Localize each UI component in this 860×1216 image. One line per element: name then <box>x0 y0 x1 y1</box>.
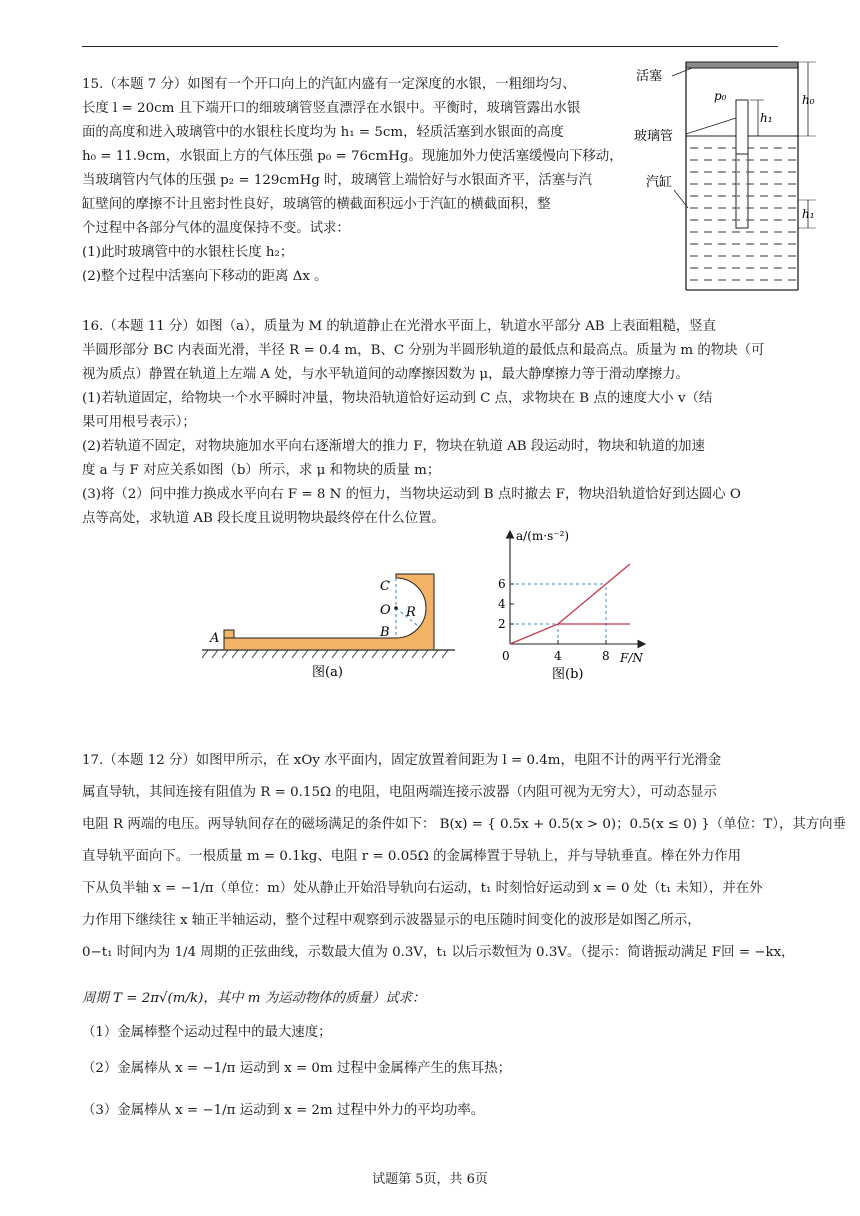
q17-line: 17.（本题 12 分）如图甲所示，在 xOy 水平面内，固定放置着间距为 l = 0.4m，电阻不计的两平行光滑金 <box>82 753 722 768</box>
y-tick-label: 4 <box>498 597 506 611</box>
q15-line: h₀ = 11.9cm，水银面上方的气体压强 p₀ = 76cmHg。现施加外力使活塞缓慢向下移动， <box>82 149 623 164</box>
label-O: O <box>380 603 391 618</box>
q15-cylinder-figure <box>632 58 822 294</box>
page-footer: 试题第 5页，共 6页 <box>372 1172 488 1187</box>
q16-subquestion-1: (1)若轨道固定，给物块一个水平瞬时冲量，物块沿轨道恰好运动到 C 点，求物块在 B 点的速度大小 v（结 <box>82 391 713 406</box>
q16-line: 点等高处，求轨道 AB 段长度且说明物块最终停在什么位置。 <box>82 511 445 526</box>
x-tick-label: 4 <box>554 649 562 663</box>
header-rule <box>82 46 778 47</box>
x-tick-label: 0 <box>502 649 510 663</box>
label-cylinder: 汽缸 <box>646 175 673 190</box>
piston <box>686 62 798 68</box>
label-piston: 活塞 <box>636 69 663 84</box>
series-line-1 <box>510 564 630 644</box>
ground-hatch <box>202 650 448 658</box>
q15-subquestion-1: (1)此时玻璃管中的水银柱长度 h₂； <box>82 245 294 260</box>
q17-line: 下从负半轴 x = −1/π（单位：m）处从静止开始沿导轨向右运动，t₁ 时刻恰好运动到 x = 0 处（t₁ 未知），并在外 <box>82 881 763 896</box>
q15-subquestion-2: (2)整个过程中活塞向下移动的距离 Δx 。 <box>82 269 328 284</box>
q16-line: 16.（本题 11 分）如图（a），质量为 M 的轨道静止在光滑水平面上，轨道水平部分 AB 上表面粗糙，竖直 <box>82 319 717 334</box>
label-C: C <box>380 579 390 594</box>
q17-line: 0−t₁ 时间内为 1/4 周期的正弦曲线，示数最大值为 0.3V，t₁ 以后示数恒为 0.3V。（提示：简谐振动满足 F回 = −kx， <box>82 945 795 960</box>
q17-line: 电阻 R 两端的电压。两导轨间存在的磁场满足的条件如下： B(x) = { 0.5x + 0.5(x > 0)；0.5(x ≤ 0) }（单位：T），其方向垂 <box>82 817 846 832</box>
tube-mercury <box>737 154 747 227</box>
q17-subquestion-2: （2）金属棒从 x = −1/π 运动到 x = 0m 过程中金属棒产生的焦耳热； <box>82 1061 511 1076</box>
q17-hint-line: 周期 T = 2π√(m/k)，其中 m 为运动物体的质量）试求： <box>82 991 426 1006</box>
label-B: B <box>380 625 390 640</box>
label-tube: 玻璃管 <box>634 129 674 144</box>
q16-line: 果可用根号表示）； <box>82 415 196 430</box>
label-h1-bottom: h₁ <box>802 207 815 221</box>
q17-subquestion-1: （1）金属棒整个运动过程中的最大速度； <box>82 1025 332 1040</box>
q16-line: 半圆形部分 BC 内表面光滑，半径 R = 0.4 m，B、C 分别为半圆形轨道的最低点和最高点。质量为 m 的物块（可 <box>82 343 765 358</box>
x-tick-label: 8 <box>602 649 610 663</box>
q15-line: 当玻璃管内气体的压强 p₂ = 129cmHg 时，玻璃管上端恰好与水银面齐平，活塞与汽 <box>82 173 592 188</box>
label-R: R <box>406 605 416 620</box>
q15-line: 长度 l = 20cm 且下端开口的细玻璃管竖直漂浮在水银中。平衡时，玻璃管露出水银 <box>82 101 581 116</box>
q15-line: 15.（本题 7 分）如图有一个开口向上的汽缸内盛有一定深度的水银，一粗细均匀、 <box>82 77 576 92</box>
q15-line: 缸壁间的摩擦不计且密封性良好，玻璃管的横截面积远小于汽缸的横截面积，整 <box>82 197 551 212</box>
track-body <box>224 574 434 650</box>
q16-line: 度 a 与 F 对应关系如图（b）所示，求 μ 和物块的质量 m； <box>82 463 441 478</box>
caption-a: 图(a) <box>312 665 343 680</box>
q17-subquestion-3: （3）金属棒从 x = −1/π 运动到 x = 2m 过程中外力的平均功率。 <box>82 1103 485 1118</box>
q17-line: 属直导轨，其间连接有阻值为 R = 0.15Ω 的电阻，电阻两端连接示波器（内阻可视为无穷大），可动态显示 <box>82 785 717 800</box>
y-axis-label: a/(m·s⁻²) <box>516 529 570 543</box>
x-axis-label: F/N <box>620 651 643 665</box>
q16-figure-b-chart <box>494 526 664 684</box>
label-A: A <box>210 631 220 646</box>
q16-subquestion-2: (2)若轨道不固定，对物块施加水平向右逐渐增大的推力 F，物块在轨道 AB 段运动时，物块和轨道的加速 <box>82 439 705 454</box>
q15-line: 个过程中各部分气体的温度保持不变。试求： <box>82 221 350 236</box>
q15-line: 面的高度和进入玻璃管中的水银柱长度均为 h₁ = 5cm，轻质活塞到水银面的高度 <box>82 125 564 140</box>
label-h0: h₀ <box>802 93 815 107</box>
q16-subquestion-3: (3)将（2）问中推力换成水平向右 F = 8 N 的恒力，当物块运动到 B 点时撤去 F，物块沿轨道恰好到达圆心 O <box>82 487 741 502</box>
q17-line: 力作用下继续往 x 轴正半轴运动，整个过程中观察到示波器显示的电压随时间变化的波形是如图乙所示， <box>82 913 701 928</box>
label-h1-top: h₁ <box>760 111 773 125</box>
center-point <box>394 606 398 610</box>
q17-line: 直导轨平面向下。一根质量 m = 0.1kg、电阻 r = 0.05Ω 的金属棒置于导轨上，并与导轨垂直。棒在外力作用 <box>82 849 742 864</box>
q16-figure-a <box>200 560 460 684</box>
label-p0: p₀ <box>714 89 727 103</box>
caption-b: 图(b) <box>552 667 584 682</box>
block <box>224 630 234 638</box>
y-tick-label: 6 <box>498 577 506 591</box>
q16-line: 视为质点）静置在轨道上左端 A 处，与水平轨道间的动摩擦因数为 μ，最大静摩擦力等于滑动摩擦力。 <box>82 367 689 382</box>
y-tick-label: 2 <box>498 617 506 631</box>
